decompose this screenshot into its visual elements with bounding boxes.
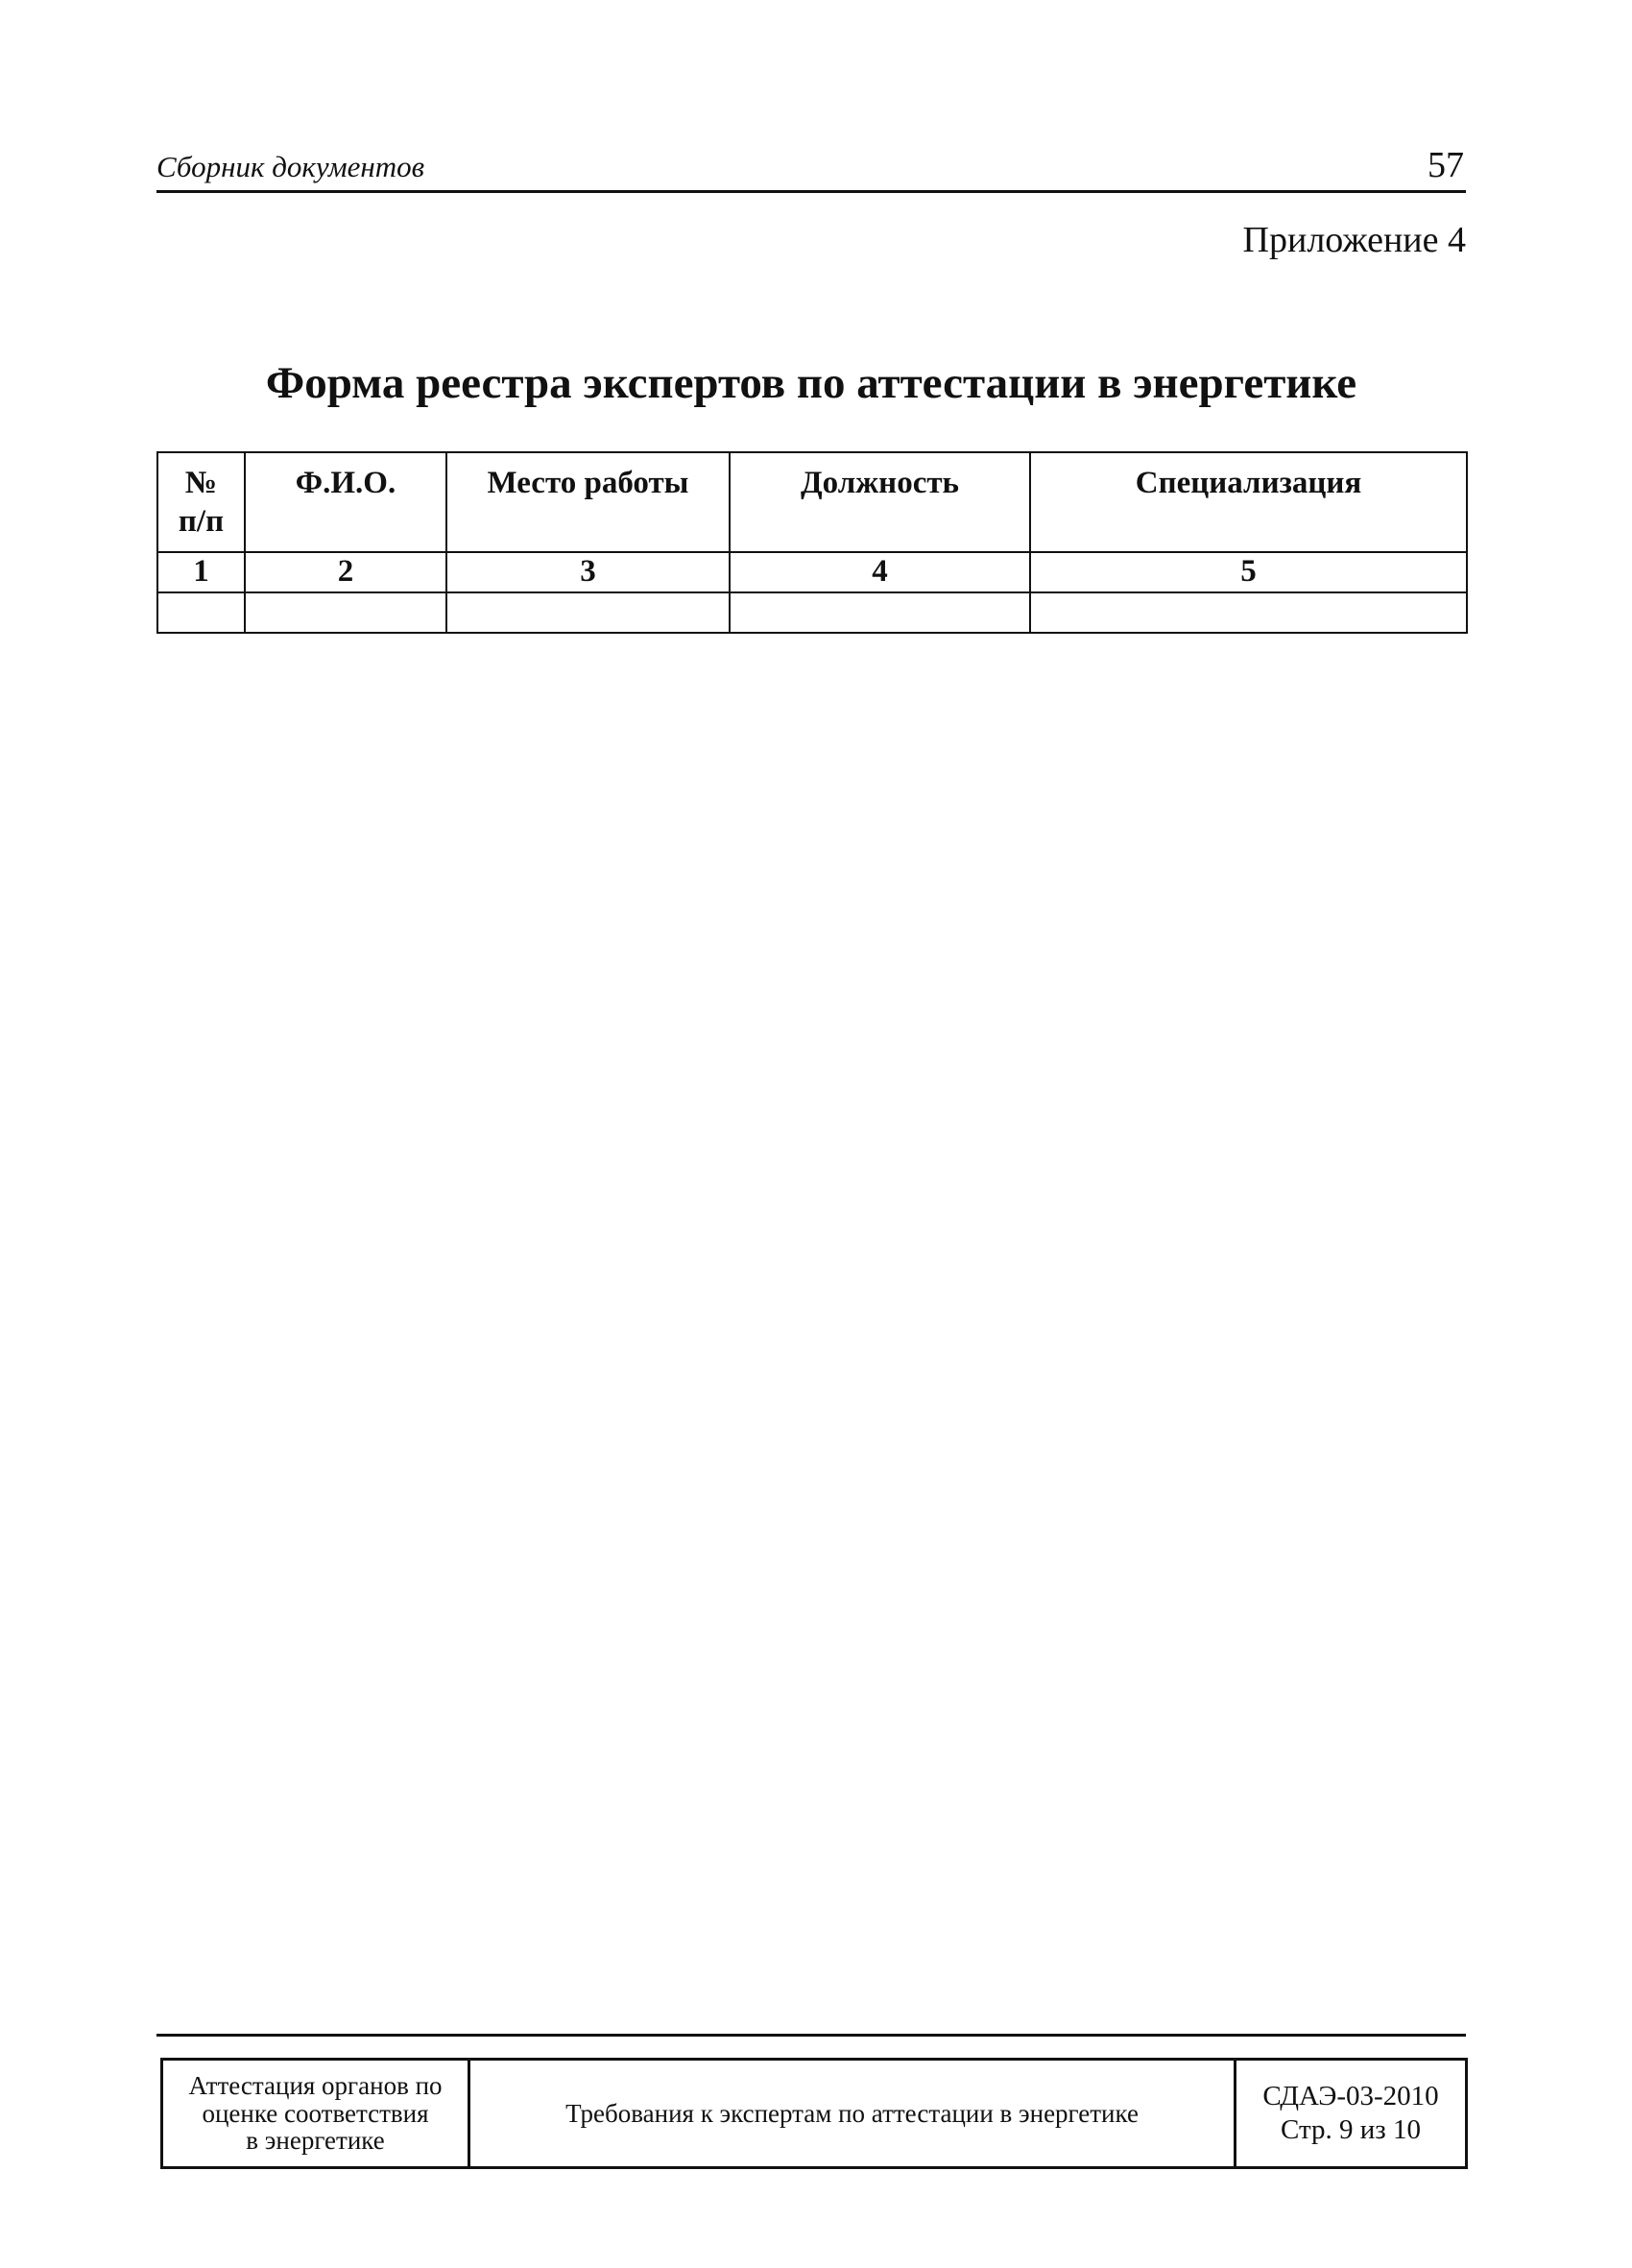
footer-organization-line2: оценке соответствия — [202, 2098, 429, 2128]
empty-cell — [245, 592, 446, 633]
footer-stamp-table — [160, 2058, 1468, 2169]
footer-organization-cell — [162, 2060, 469, 2168]
register-table — [156, 451, 1468, 634]
empty-entry-row — [157, 592, 1467, 633]
header-cell-name: Ф.И.О. — [245, 452, 446, 552]
footer-page-reference: Стр. 9 из 10 — [1281, 2114, 1421, 2145]
header-cell-number — [157, 452, 245, 552]
footer-document-title: Требования к экспертам по аттестации в энергетике — [469, 2060, 1236, 2168]
empty-cell — [446, 592, 730, 633]
header-cell-position: Должность — [730, 452, 1030, 552]
footer-organization-line1: Аттестация органов по — [188, 2071, 443, 2101]
column-number: 1 — [157, 552, 245, 592]
running-header — [156, 134, 1466, 193]
form-title: Форма реестра экспертов по аттестации в энергетике — [265, 358, 1357, 408]
empty-cell — [730, 592, 1030, 633]
table-header-row — [157, 452, 1467, 552]
header-cell-workplace: Место работы — [446, 452, 730, 552]
header-cell-specialization: Специализация — [1030, 452, 1467, 552]
column-number: 4 — [730, 552, 1030, 592]
empty-cell — [157, 592, 245, 633]
page-number: 57 — [1428, 145, 1464, 185]
column-number: 3 — [446, 552, 730, 592]
footer-document-code-cell — [1236, 2060, 1467, 2168]
footer-divider — [156, 2034, 1466, 2037]
appendix-label: Приложение 4 — [1242, 220, 1466, 260]
empty-cell — [1030, 592, 1467, 633]
footer-document-code: СДАЭ-03-2010 — [1262, 2081, 1439, 2112]
column-number: 2 — [245, 552, 446, 592]
collection-title: Сборник документов — [156, 150, 425, 183]
column-number-row — [157, 552, 1467, 592]
header-number-symbol: № — [184, 466, 218, 500]
footer-organization-line3: в энергетике — [246, 2126, 385, 2156]
column-number: 5 — [1030, 552, 1467, 592]
header-number-abbr: п/п — [178, 503, 225, 539]
